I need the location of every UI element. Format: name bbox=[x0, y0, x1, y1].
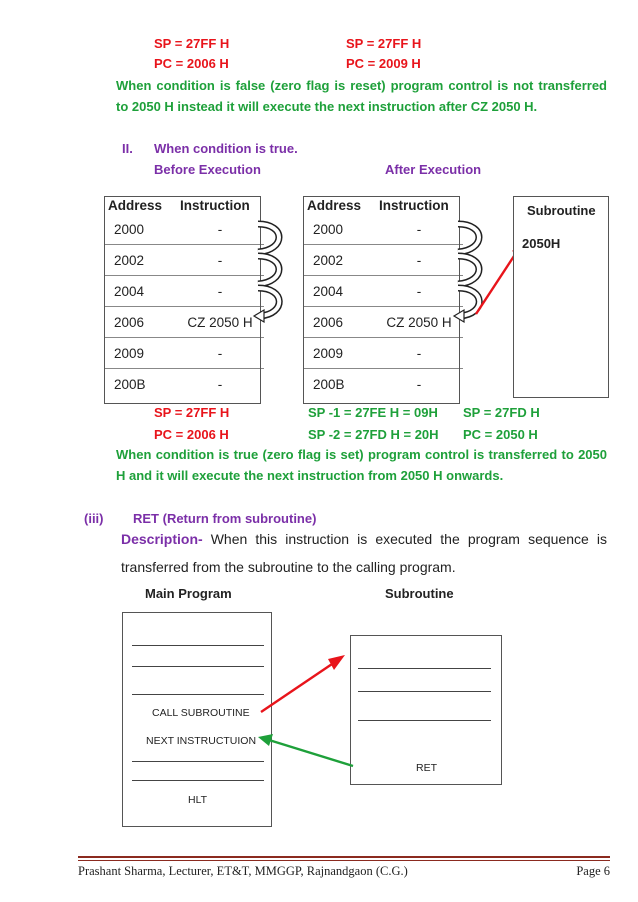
address-cell: 2009 bbox=[104, 338, 176, 369]
subroutine-title: Subroutine bbox=[527, 203, 596, 218]
footer bbox=[78, 864, 610, 879]
table-row bbox=[104, 338, 264, 369]
instruction-cell: - bbox=[416, 221, 422, 237]
ret-text: RET bbox=[416, 762, 437, 774]
memory-table-before bbox=[104, 196, 264, 399]
address-cell: 2000 bbox=[114, 221, 145, 237]
description-text-1: When this instruction is executed the program sequence is bbox=[210, 531, 607, 547]
table-row bbox=[104, 307, 264, 338]
footer-rule bbox=[78, 856, 610, 858]
address-cell: 2000 bbox=[313, 221, 344, 237]
description-label: Description- bbox=[121, 531, 203, 547]
table-row bbox=[303, 245, 463, 276]
address-cell: 2009 bbox=[303, 338, 375, 369]
after-execution-label: After Execution bbox=[385, 162, 482, 177]
ret-description-line-2: transferred from the subroutine to the calling program. bbox=[121, 559, 456, 575]
stack-write-1: SP -1 = 27FE H = 09H bbox=[308, 405, 438, 420]
address-cell: 2002 bbox=[104, 245, 176, 276]
code-line bbox=[358, 691, 491, 692]
instruction-cell: - bbox=[375, 338, 463, 369]
table-row bbox=[303, 307, 463, 338]
table-row bbox=[303, 369, 463, 400]
address-cell: 2004 bbox=[303, 276, 375, 307]
address-header: Address bbox=[307, 197, 362, 213]
code-line bbox=[132, 645, 264, 646]
subroutine-box bbox=[513, 196, 609, 398]
false-condition-line-1: When condition is false (zero flag is reset) program control is not transferred bbox=[116, 78, 607, 93]
call-subroutine-text: CALL SUBROUTINE bbox=[152, 707, 250, 719]
pc-before-true: PC = 2006 H bbox=[154, 427, 229, 442]
memory-table-after bbox=[303, 196, 463, 399]
curved-arrow-icon bbox=[252, 218, 292, 328]
main-program-title: Main Program bbox=[145, 586, 232, 601]
footer-author: Prashant Sharma, Lecturer, ET&T, MMGGP, Rajnandgaon (C.G.) bbox=[78, 864, 408, 878]
true-condition-line-1: When condition is true (zero flag is set) program control is transferred to 2050 bbox=[116, 447, 607, 462]
address-cell: 2006 bbox=[104, 307, 176, 338]
table-row bbox=[303, 276, 463, 307]
true-condition-line-2: H and it will execute the next instruction from 2050 H onwards. bbox=[116, 468, 504, 483]
instruction-cell: - bbox=[176, 369, 264, 400]
instruction-cell: - bbox=[375, 245, 463, 276]
table-row bbox=[104, 245, 264, 276]
table-row bbox=[303, 338, 463, 369]
case-heading: When condition is true. bbox=[154, 141, 298, 156]
page-number: Page 6 bbox=[576, 864, 610, 878]
ret-heading: RET (Return from subroutine) bbox=[133, 511, 317, 526]
instruction-cell: - bbox=[375, 369, 463, 400]
code-line bbox=[132, 694, 264, 695]
code-line bbox=[132, 780, 264, 781]
stack-write-2: SP -2 = 27FD H = 20H bbox=[308, 427, 439, 442]
case-numeral: II. bbox=[122, 141, 133, 156]
subroutine-program-title: Subroutine bbox=[385, 586, 454, 601]
address-header: Address bbox=[108, 197, 163, 213]
instruction-cell: - bbox=[375, 276, 463, 307]
hlt-text: HLT bbox=[188, 794, 208, 806]
address-cell: 2002 bbox=[303, 245, 375, 276]
table-row bbox=[104, 369, 264, 400]
before-execution-label: Before Execution bbox=[154, 162, 261, 177]
false-condition-line-2: to 2050 H instead it will execute the next instruction after CZ 2050 H. bbox=[116, 99, 538, 114]
pc-after-true: PC = 2050 H bbox=[463, 427, 538, 442]
red-arrow-icon bbox=[255, 650, 350, 720]
code-line bbox=[132, 761, 264, 762]
instruction-cell: - bbox=[217, 221, 223, 237]
code-line bbox=[358, 720, 491, 721]
ret-description-line-1 bbox=[121, 531, 607, 547]
instruction-cell: - bbox=[176, 276, 264, 307]
instruction-cell: CZ 2050 H bbox=[375, 307, 463, 338]
sp-before-true: SP = 27FF H bbox=[154, 405, 230, 420]
subroutine-address: 2050H bbox=[522, 236, 561, 251]
instruction-cell: - bbox=[176, 338, 264, 369]
instruction-cell: CZ 2050 H bbox=[176, 307, 264, 338]
pc-after-false: PC = 2009 H bbox=[346, 56, 421, 71]
instruction-cell: - bbox=[176, 245, 264, 276]
table-row bbox=[104, 276, 264, 307]
code-line bbox=[358, 668, 491, 669]
sp-before-false: SP = 27FF H bbox=[154, 36, 230, 51]
green-arrow-icon bbox=[255, 732, 360, 772]
instruction-header: Instruction bbox=[379, 197, 449, 213]
sp-after-false: SP = 27FF H bbox=[346, 36, 422, 51]
footer-rule-thin bbox=[78, 860, 610, 861]
code-line bbox=[132, 666, 264, 667]
address-cell: 2006 bbox=[303, 307, 375, 338]
address-cell: 200B bbox=[303, 369, 375, 400]
address-cell: 2004 bbox=[104, 276, 176, 307]
instruction-header: Instruction bbox=[180, 197, 250, 213]
table-row bbox=[303, 214, 463, 245]
pc-before-false: PC = 2006 H bbox=[154, 56, 229, 71]
ret-numeral: (iii) bbox=[84, 511, 104, 526]
table-row bbox=[104, 214, 264, 245]
address-cell: 200B bbox=[104, 369, 176, 400]
sp-after-true: SP = 27FD H bbox=[463, 405, 540, 420]
next-instruction-text: NEXT INSTRUCTUION bbox=[146, 735, 257, 747]
